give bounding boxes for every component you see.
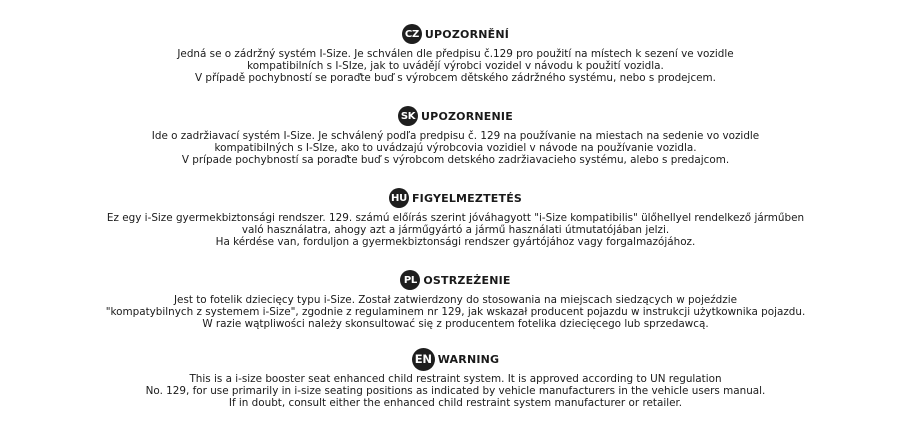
text-line: If in doubt, consult either the enhanced child restraint system manufacturer or retailer. <box>228 397 683 410</box>
section-heading <box>0 348 911 370</box>
language-badge-icon: PL <box>400 270 420 290</box>
section-body <box>0 212 911 249</box>
text-line: W razie wątpliwości należy skonsultować się z producentem fotelika dziecięcego lub sprzedawcą. <box>202 318 709 331</box>
section-heading <box>0 23 911 45</box>
section-sk <box>0 105 911 167</box>
section-title: WARNING <box>437 352 500 366</box>
text-line: V prípade pochybností sa poraďte buď s výrobcom detského zadržiavacieho systému, alebo s predajcom. <box>181 154 730 167</box>
section-title: UPOZORNENIE <box>421 109 513 123</box>
text-line: való használatra, ahogy azt a járműgyártó a jármű használati útmutatójában jelzi. <box>241 224 670 237</box>
text-line: Ide o zadržiavací systém I-Size. Je schválený podľa predpisu č. 129 na používanie na miestach na sedenie vo vozidle <box>151 130 760 142</box>
section-heading <box>0 187 911 209</box>
language-badge-icon: EN <box>412 348 435 371</box>
section-heading <box>0 269 911 291</box>
section-body <box>0 373 911 410</box>
text-line: Ha kérdése van, forduljon a gyermekbiztonsági rendszer gyártójához vagy forgalmazójához. <box>215 236 696 249</box>
language-badge-icon: HU <box>389 188 409 208</box>
section-body <box>0 294 911 331</box>
section-body <box>0 130 911 167</box>
section-body <box>0 48 911 85</box>
section-title: OSTRZEŻENIE <box>423 273 511 287</box>
section-en <box>0 348 911 410</box>
text-line: No. 129, for use primarily in i-size seating positions as indicated by vehicle manufacturers in the vehicle users manual. <box>145 385 766 398</box>
section-hu <box>0 187 911 249</box>
language-badge-icon: CZ <box>402 24 422 44</box>
section-title: FIGYELMEZTETÉS <box>411 191 523 205</box>
language-badge-icon: SK <box>398 106 418 126</box>
section-pl <box>0 269 911 331</box>
section-title: UPOZORNĚNÍ <box>424 27 510 41</box>
text-line: V případě pochybností se poraďte buď s výrobcem dětského zádržného systému, nebo s prodejcem. <box>195 72 716 85</box>
section-heading <box>0 105 911 127</box>
text-line: Jedná se o zádržný systém I-Size. Je schválen dle předpisu č.129 pro použití na místech k sezení ve vozidle <box>177 48 734 60</box>
text-line: Jest to fotelik dziecięcy typu i-Size. Został zatwierdzony do stosowania na miejscach siedzących w pojeździe <box>173 294 738 306</box>
text-line: kompatibilních s I-SIze, jak to uvádějí výrobci vozidel v návodu k použití vozidla. <box>247 60 664 73</box>
text-line: Ez egy i-Size gyermekbiztonsági rendszer. 129. számú előírás szerint jóváhagyott "i-Size kompatibilis" ülőhellyel rendelkező járműben <box>106 212 805 224</box>
text-line: kompatibilných s I-SIze, ako to uvádzajú výrobcovia vozidiel v návode na používanie vozidla. <box>214 142 697 155</box>
section-cz <box>0 23 911 85</box>
text-line: "kompatybilnych z systemem i-Size", zgodnie z regulaminem nr 129, jak wskazał producent pojazdu w instrukcji użytkownika pojazdu. <box>105 306 806 319</box>
text-line: This is a i-size booster seat enhanced child restraint system. It is approved according to UN regulation <box>189 373 722 385</box>
